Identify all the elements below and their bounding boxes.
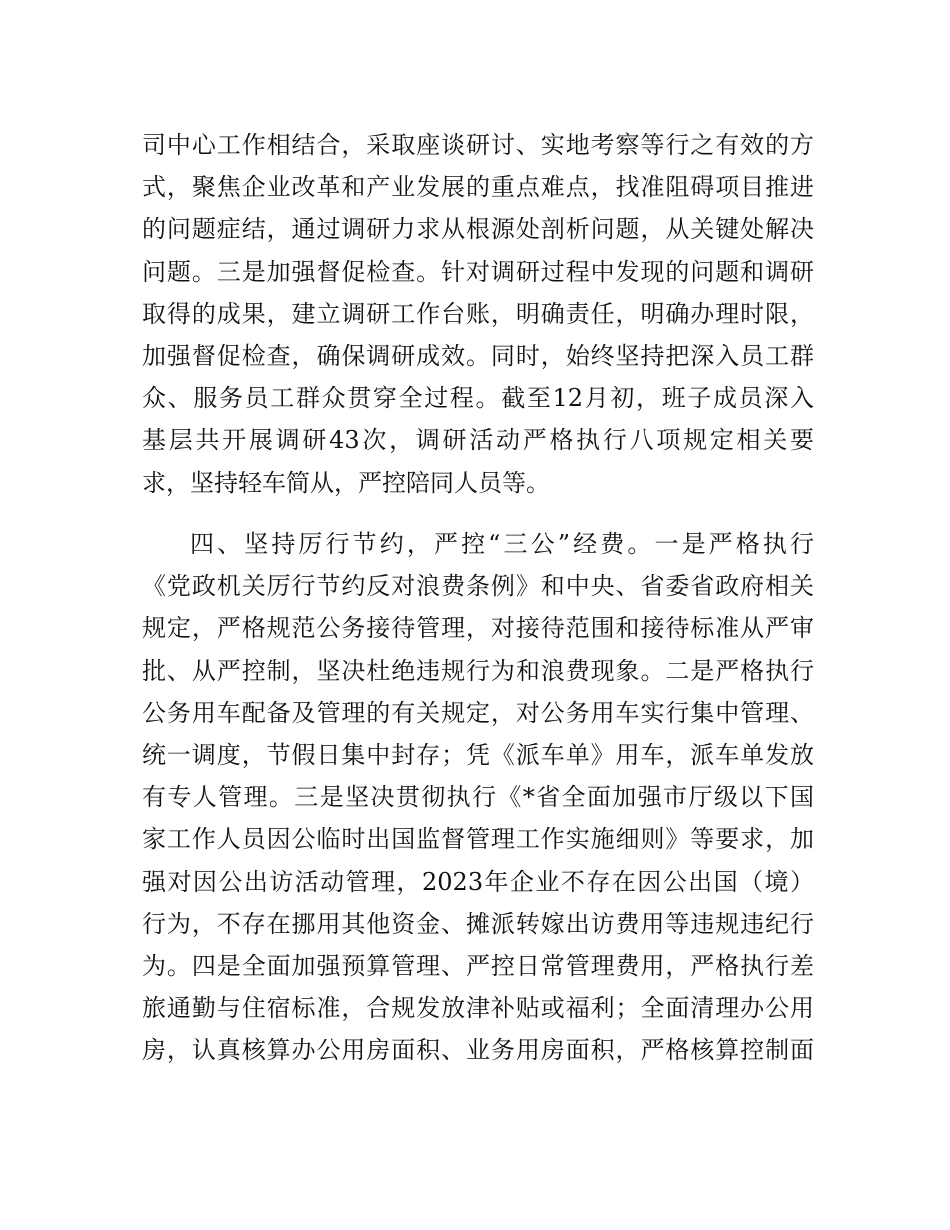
text-line: 问题。三是加强督促检查。针对调研过程中发现的问题和调研	[142, 257, 814, 286]
text-line: 家工作人员因公临时出国监督管理工作实施细则》等要求，加	[142, 825, 814, 854]
text-line: 加强督促检查，确保调研成效。同时，始终坚持把深入员工群	[142, 341, 814, 370]
text-line: 取得的成果，建立调研工作台账，明确责任，明确办理时限，	[142, 299, 814, 328]
text-line: 强对因公出访活动管理，2023年企业不存在因公出国（境）	[142, 867, 814, 896]
text-line: 规定，严格规范公务接待管理，对接待范围和接待标准从严审	[142, 614, 814, 643]
text-line: 的问题症结，通过调研力求从根源处剖析问题，从关键处解决	[142, 215, 814, 244]
text-line: 公务用车配备及管理的有关规定，对公务用车实行集中管理、	[142, 698, 814, 727]
text-line: 基层共开展调研43次，调研活动严格执行八项规定相关要	[142, 426, 814, 455]
text-line: 行为，不存在挪用其他资金、摊派转嫁出访费用等违规违纪行	[142, 909, 814, 938]
text-line: 众、服务员工群众贯穿全过程。截至12月初，班子成员深入	[142, 384, 814, 413]
paragraph-research	[142, 124, 814, 504]
text-line: 统一调度，节假日集中封存；凭《派车单》用车，派车单发放	[142, 740, 814, 769]
text-line: 司中心工作相结合，采取座谈研讨、实地考察等行之有效的方	[142, 131, 814, 159]
text-line: 房，认真核算办公用房面积、业务用房面积，严格核算控制面	[142, 1036, 814, 1065]
text-line: 《党政机关厉行节约反对浪费条例》和中央、省委省政府相关	[142, 572, 814, 601]
paragraph-frugality	[142, 523, 814, 1071]
text-line: 批、从严控制，坚决杜绝违规行为和浪费现象。二是严格执行	[142, 656, 814, 685]
text-line: 求，坚持轻车简从，严控陪同人员等。	[142, 468, 550, 497]
section-heading-line: 四、坚持厉行节约，严控“三公”经费。一是严格执行	[190, 530, 814, 558]
text-line: 式，聚焦企业改革和产业发展的重点难点，找准阻碍项目推进	[142, 173, 814, 202]
text-line: 有专人管理。三是坚决贯彻执行《*省全面加强市厅级以下国	[142, 783, 814, 812]
text-line: 为。四是全面加强预算管理、严控日常管理费用，严格执行差	[142, 951, 814, 980]
text-line: 旅通勤与住宿标准，合规发放津补贴或福利；全面清理办公用	[142, 994, 814, 1023]
